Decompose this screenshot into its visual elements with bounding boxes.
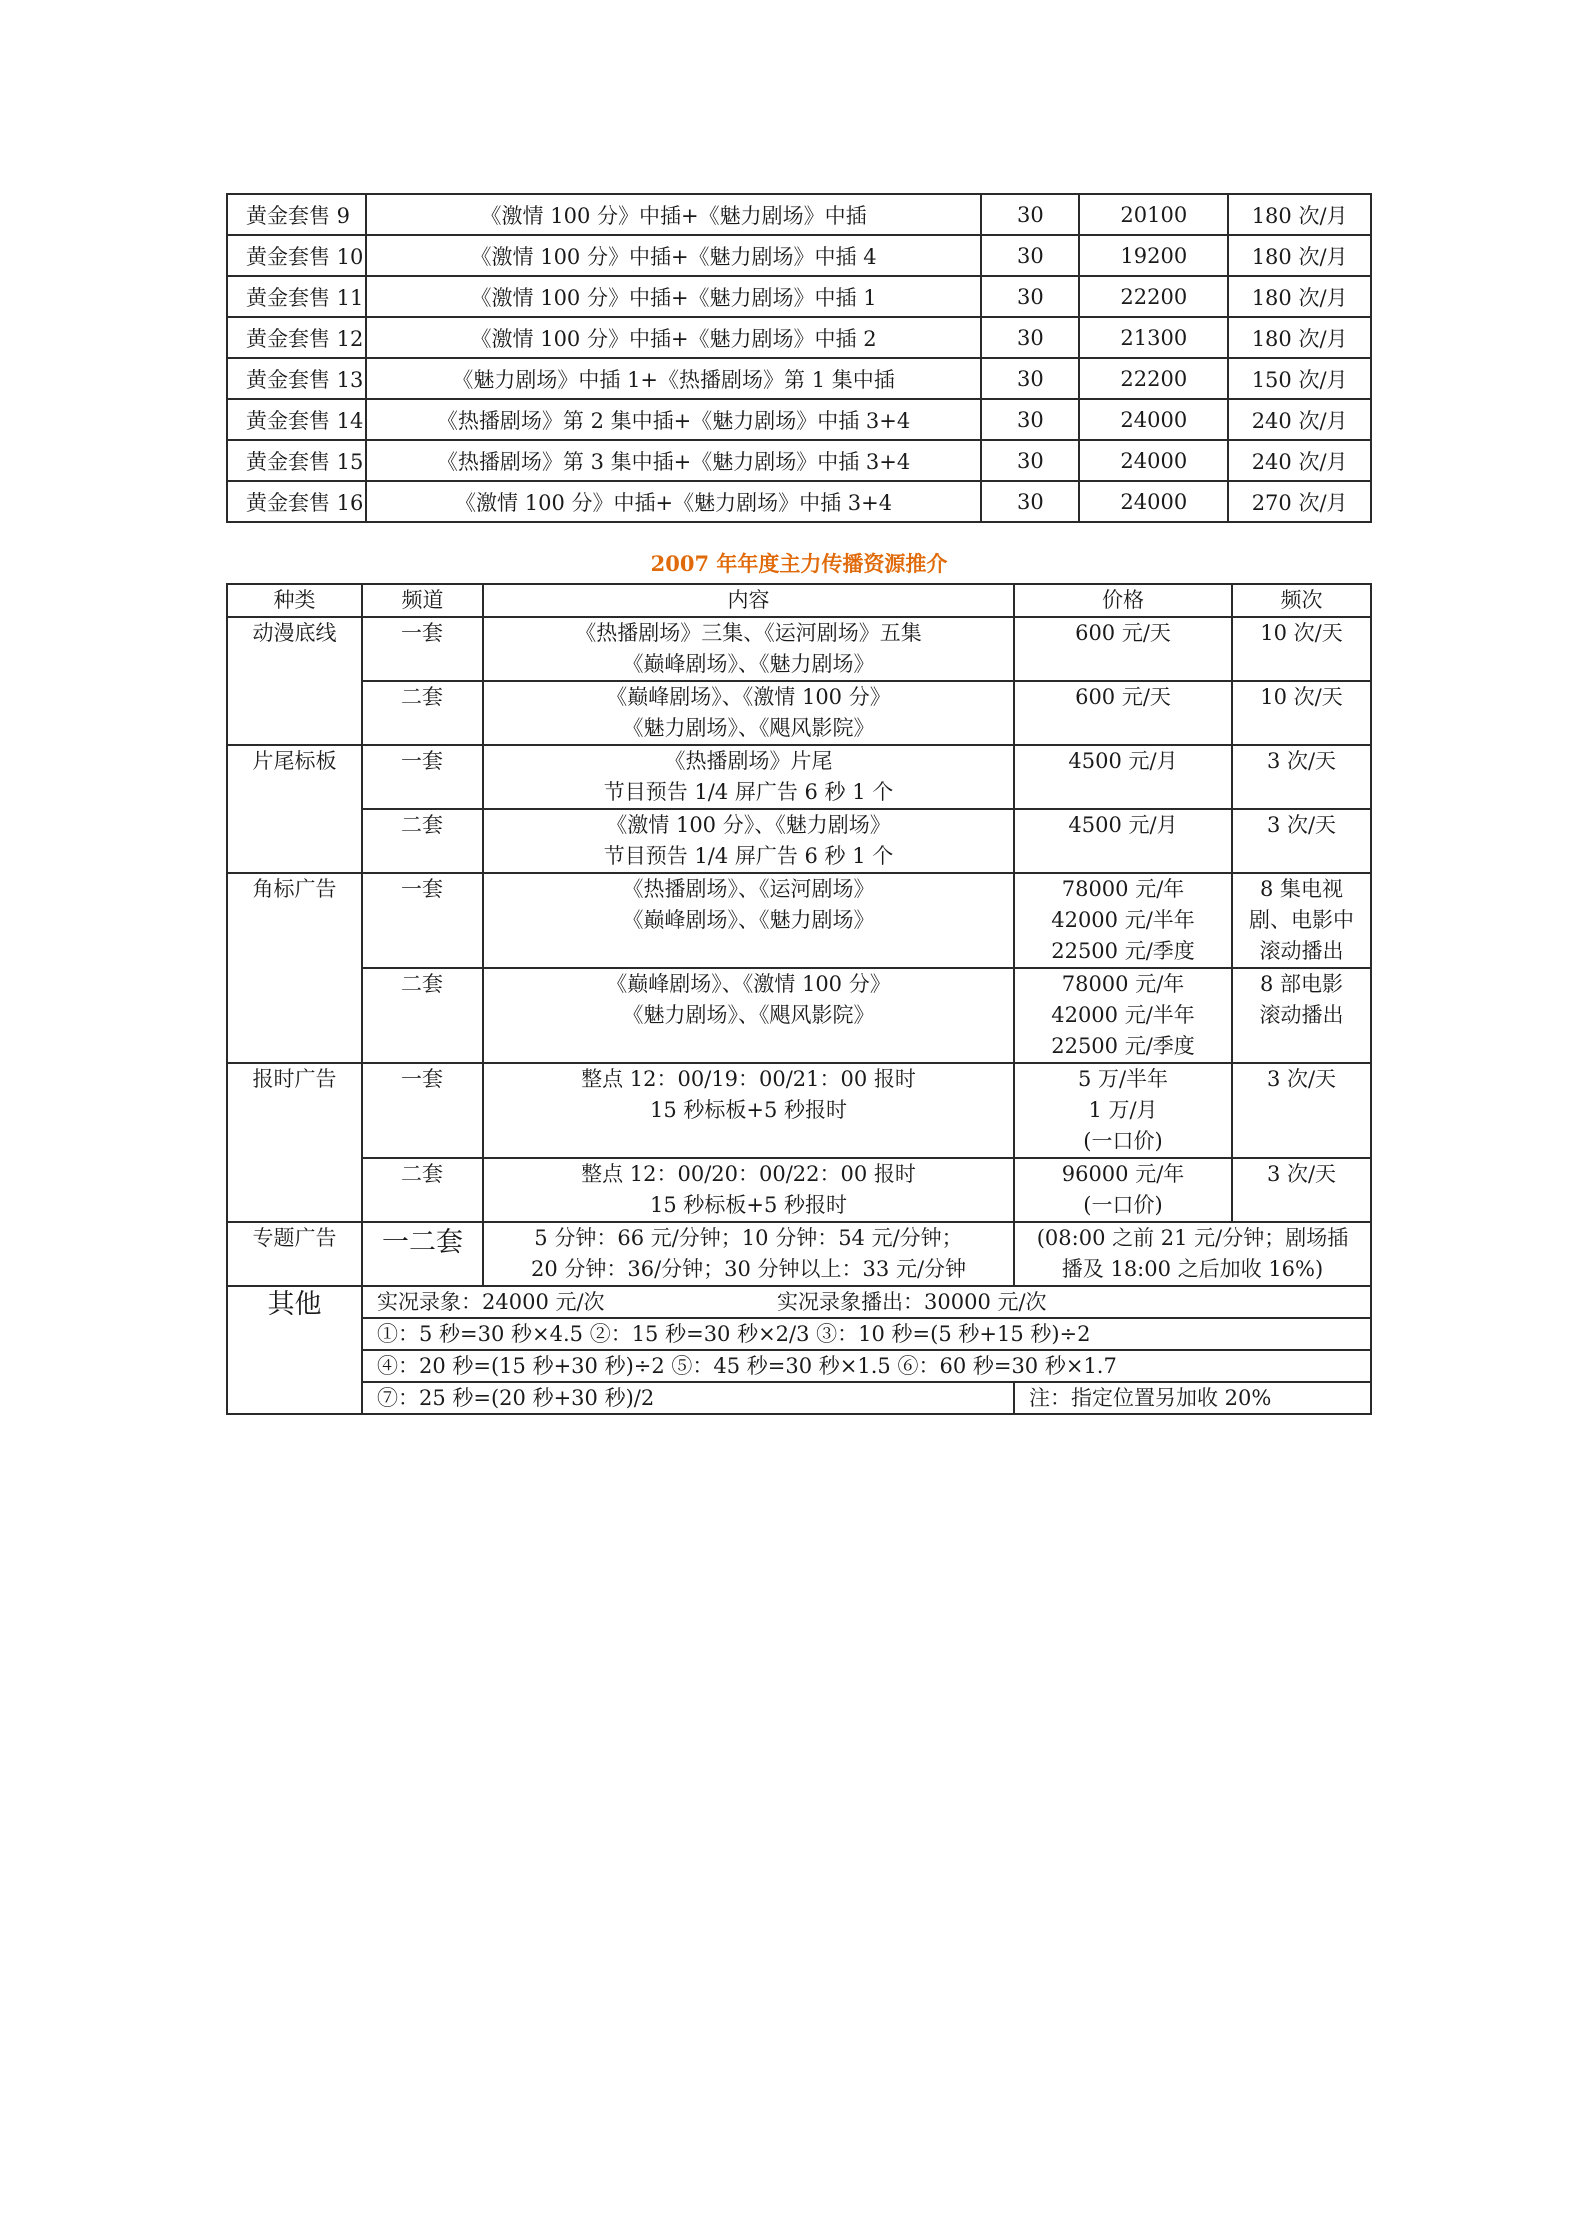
channel-cell: 二套: [362, 1158, 483, 1222]
content-cell: [483, 968, 1014, 1063]
price-line: 78000 元/年: [1061, 877, 1185, 901]
channel-cell: 一套: [362, 1063, 483, 1158]
frequency-cell: [1232, 968, 1371, 1063]
price-cell: [1014, 873, 1232, 968]
package-name-cell: 黄金套售 16: [227, 481, 366, 522]
frequency-line: 3 次/天: [1266, 749, 1337, 773]
package-content-cell: 《激情 100 分》中插+《魅力剧场》中插 3+4: [366, 481, 982, 522]
special-and-other-body: [227, 1222, 1371, 1414]
content-line: 《激情 100 分》、《魅力剧场》: [606, 813, 891, 837]
package-name-cell: 黄金套售 11: [227, 276, 366, 317]
content-line: 15 秒标板+5 秒报时: [649, 1098, 848, 1122]
package-name-cell: 黄金套售 14: [227, 399, 366, 440]
package-name-cell: 黄金套售 12: [227, 317, 366, 358]
content-line: 整点 12：00/19：00/21：00 报时: [581, 1067, 916, 1091]
note-cell: [1014, 1222, 1371, 1286]
content-line: 《巅峰剧场》、《激情 100 分》: [606, 972, 891, 996]
package-seconds-cell: 30: [981, 317, 1079, 358]
resource-row: [227, 968, 1371, 1063]
channel-cell: 一二套: [362, 1222, 483, 1286]
package-price-cell: 22200: [1079, 358, 1228, 399]
resource-table-body: [227, 617, 1371, 1222]
price-line: 78000 元/年: [1061, 972, 1185, 996]
package-content-cell: 《激情 100 分》中插+《魅力剧场》中插 2: [366, 317, 982, 358]
content-line: 《魅力剧场》、《飓风影院》: [622, 1003, 875, 1027]
frequency-line: 3 次/天: [1266, 1162, 1337, 1186]
resource-row: [227, 681, 1371, 745]
special-row: [227, 1222, 1371, 1286]
price-line: 1 万/月: [1088, 1098, 1158, 1122]
header-price: 价格: [1014, 584, 1232, 617]
header-category: 种类: [227, 584, 362, 617]
price-line: 4500 元/月: [1068, 813, 1178, 837]
content-cell: [483, 681, 1014, 745]
channel-cell: 二套: [362, 681, 483, 745]
price-line: 22500 元/季度: [1051, 1034, 1195, 1058]
package-row: [227, 440, 1371, 481]
frequency-cell: [1232, 1158, 1371, 1222]
category-cell: 动漫底线: [227, 617, 362, 745]
header-content: 内容: [483, 584, 1014, 617]
frequency-line: 8 集电视: [1259, 877, 1344, 901]
resource-row: [227, 809, 1371, 873]
resource-table: [226, 583, 1372, 1415]
note-line: 播及 18:00 之后加收 16%): [1061, 1257, 1324, 1281]
package-table-body: [227, 194, 1371, 522]
content-line: 《巅峰剧场》、《魅力剧场》: [622, 908, 875, 932]
price-line: 5 万/半年: [1077, 1067, 1169, 1091]
channel-cell: 一套: [362, 745, 483, 809]
package-frequency-cell: 180 次/月: [1228, 276, 1371, 317]
content-line: 《热播剧场》片尾: [664, 749, 833, 773]
package-seconds-cell: 30: [981, 481, 1079, 522]
other-row: [227, 1350, 1371, 1382]
category-cell: 角标广告: [227, 873, 362, 1063]
category-cell: 专题广告: [227, 1222, 362, 1286]
price-cell: [1014, 617, 1232, 681]
resource-row: [227, 873, 1371, 968]
package-seconds-cell: 30: [981, 194, 1079, 235]
live-broadcast-price: 实况录象播出：30000 元/次: [777, 1289, 1047, 1314]
package-frequency-cell: 150 次/月: [1228, 358, 1371, 399]
content-line: 节目预告 1/4 屏广告 6 秒 1 个: [603, 780, 894, 804]
live-record-cell: [362, 1286, 1371, 1318]
package-row: [227, 481, 1371, 522]
other-row: [227, 1318, 1371, 1350]
note-line: (08:00 之前 21 元/分钟；剧场插: [1036, 1226, 1349, 1250]
category-cell: 片尾标板: [227, 745, 362, 873]
content-cell: [483, 809, 1014, 873]
package-content-cell: 《激情 100 分》中插+《魅力剧场》中插: [366, 194, 982, 235]
resource-row: [227, 1158, 1371, 1222]
content-line: 《巅峰剧场》、《激情 100 分》: [606, 685, 891, 709]
price-cell: [1014, 809, 1232, 873]
price-cell: [1014, 681, 1232, 745]
price-line: 4500 元/月: [1068, 749, 1178, 773]
resource-row: [227, 745, 1371, 809]
resource-header-row: [227, 584, 1371, 617]
content-cell: [483, 873, 1014, 968]
channel-cell: 一套: [362, 873, 483, 968]
header-channel: 频道: [362, 584, 483, 617]
package-content-cell: 《热播剧场》第 3 集中插+《魅力剧场》中插 3+4: [366, 440, 982, 481]
package-frequency-cell: 180 次/月: [1228, 194, 1371, 235]
content-line: 整点 12：00/20：00/22：00 报时: [581, 1162, 916, 1186]
frequency-cell: [1232, 873, 1371, 968]
channel-cell: 二套: [362, 968, 483, 1063]
header-frequency: 频次: [1232, 584, 1371, 617]
package-price-cell: 20100: [1079, 194, 1228, 235]
rule-cell: ⑦：25 秒=(20 秒+30 秒)/2: [362, 1382, 1014, 1414]
price-line: 96000 元/年: [1061, 1162, 1185, 1186]
price-line: 42000 元/半年: [1051, 1003, 1195, 1027]
channel-cell: 一套: [362, 617, 483, 681]
frequency-line: 10 次/天: [1260, 621, 1343, 645]
content-line: 20 分钟：36/分钟；30 分钟以上：33 元/分钟: [530, 1257, 967, 1281]
frequency-cell: [1232, 745, 1371, 809]
package-frequency-cell: 180 次/月: [1228, 235, 1371, 276]
section-title: 2007 年年度主力传播资源推介: [650, 551, 948, 576]
price-line: 600 元/天: [1075, 621, 1171, 645]
frequency-line: 3 次/天: [1266, 1067, 1337, 1091]
package-price-cell: 24000: [1079, 399, 1228, 440]
package-seconds-cell: 30: [981, 276, 1079, 317]
package-frequency-cell: 270 次/月: [1228, 481, 1371, 522]
package-price-cell: 24000: [1079, 440, 1228, 481]
content-line: 节目预告 1/4 屏广告 6 秒 1 个: [603, 844, 894, 868]
frequency-line: 剧、电影中: [1249, 908, 1354, 932]
package-content-cell: 《热播剧场》第 2 集中插+《魅力剧场》中插 3+4: [366, 399, 982, 440]
frequency-line: 滚动播出: [1259, 1003, 1344, 1027]
package-seconds-cell: 30: [981, 399, 1079, 440]
frequency-cell: [1232, 617, 1371, 681]
content-line: 《巅峰剧场》、《魅力剧场》: [622, 652, 875, 676]
frequency-line: 3 次/天: [1266, 813, 1337, 837]
other-row: [227, 1286, 1371, 1318]
other-row: [227, 1382, 1371, 1414]
content-line: 15 秒标板+5 秒报时: [649, 1193, 848, 1217]
package-name-cell: 黄金套售 10: [227, 235, 366, 276]
rule-cell: ①：5 秒=30 秒×4.5 ②：15 秒=30 秒×2/3 ③：10 秒=(5 秒+15 秒)÷2: [362, 1318, 1371, 1350]
package-seconds-cell: 30: [981, 358, 1079, 399]
package-frequency-cell: 180 次/月: [1228, 317, 1371, 358]
package-content-cell: 《激情 100 分》中插+《魅力剧场》中插 4: [366, 235, 982, 276]
resource-row: [227, 617, 1371, 681]
price-cell: [1014, 745, 1232, 809]
price-line: (一口价): [1083, 1129, 1163, 1153]
live-record-pair: [377, 1288, 1370, 1317]
package-content-cell: 《激情 100 分》中插+《魅力剧场》中插 1: [366, 276, 982, 317]
package-name-cell: 黄金套售 13: [227, 358, 366, 399]
package-frequency-cell: 240 次/月: [1228, 399, 1371, 440]
price-cell: [1014, 968, 1232, 1063]
package-row: [227, 235, 1371, 276]
package-row: [227, 317, 1371, 358]
surcharge-note-cell: 注：指定位置另加收 20%: [1014, 1382, 1371, 1414]
package-row: [227, 194, 1371, 235]
content-cell: [483, 1158, 1014, 1222]
price-line: (一口价): [1083, 1193, 1163, 1217]
frequency-cell: [1232, 681, 1371, 745]
frequency-cell: [1232, 1063, 1371, 1158]
price-line: 22500 元/季度: [1051, 939, 1195, 963]
content-cell: [483, 617, 1014, 681]
content-line: 《热播剧场》、《运河剧场》: [622, 877, 875, 901]
package-price-cell: 21300: [1079, 317, 1228, 358]
package-seconds-cell: 30: [981, 440, 1079, 481]
package-content-cell: 《魅力剧场》中插 1+《热播剧场》第 1 集中插: [366, 358, 982, 399]
package-price-cell: 22200: [1079, 276, 1228, 317]
package-name-cell: 黄金套售 9: [227, 194, 366, 235]
price-cell: [1014, 1063, 1232, 1158]
package-seconds-cell: 30: [981, 235, 1079, 276]
category-cell: 其他: [227, 1286, 362, 1414]
rule-cell: ④：20 秒=(15 秒+30 秒)÷2 ⑤：45 秒=30 秒×1.5 ⑥：60 秒=30 秒×1.7: [362, 1350, 1371, 1382]
package-table: [226, 193, 1372, 523]
frequency-line: 10 次/天: [1260, 685, 1343, 709]
content-cell: [483, 745, 1014, 809]
live-record-price: 实况录象：24000 元/次: [377, 1289, 605, 1314]
content-line: 《魅力剧场》、《飓风影院》: [622, 716, 875, 740]
package-price-cell: 19200: [1079, 235, 1228, 276]
content-cell: [483, 1222, 1014, 1286]
price-line: 42000 元/半年: [1051, 908, 1195, 932]
frequency-line: 8 部电影: [1259, 972, 1344, 996]
channel-cell: 二套: [362, 809, 483, 873]
package-name-cell: 黄金套售 15: [227, 440, 366, 481]
package-row: [227, 276, 1371, 317]
content-line: 5 分钟：66 元/分钟；10 分钟：54 元/分钟；: [534, 1226, 963, 1250]
resource-row: [227, 1063, 1371, 1158]
price-cell: [1014, 1158, 1232, 1222]
price-line: 600 元/天: [1075, 685, 1171, 709]
category-cell: 报时广告: [227, 1063, 362, 1222]
frequency-line: 滚动播出: [1259, 939, 1344, 963]
package-frequency-cell: 240 次/月: [1228, 440, 1371, 481]
package-row: [227, 358, 1371, 399]
content-cell: [483, 1063, 1014, 1158]
frequency-cell: [1232, 809, 1371, 873]
package-row: [227, 399, 1371, 440]
content-line: 《热播剧场》三集、《运河剧场》五集: [575, 621, 922, 645]
package-price-cell: 24000: [1079, 481, 1228, 522]
